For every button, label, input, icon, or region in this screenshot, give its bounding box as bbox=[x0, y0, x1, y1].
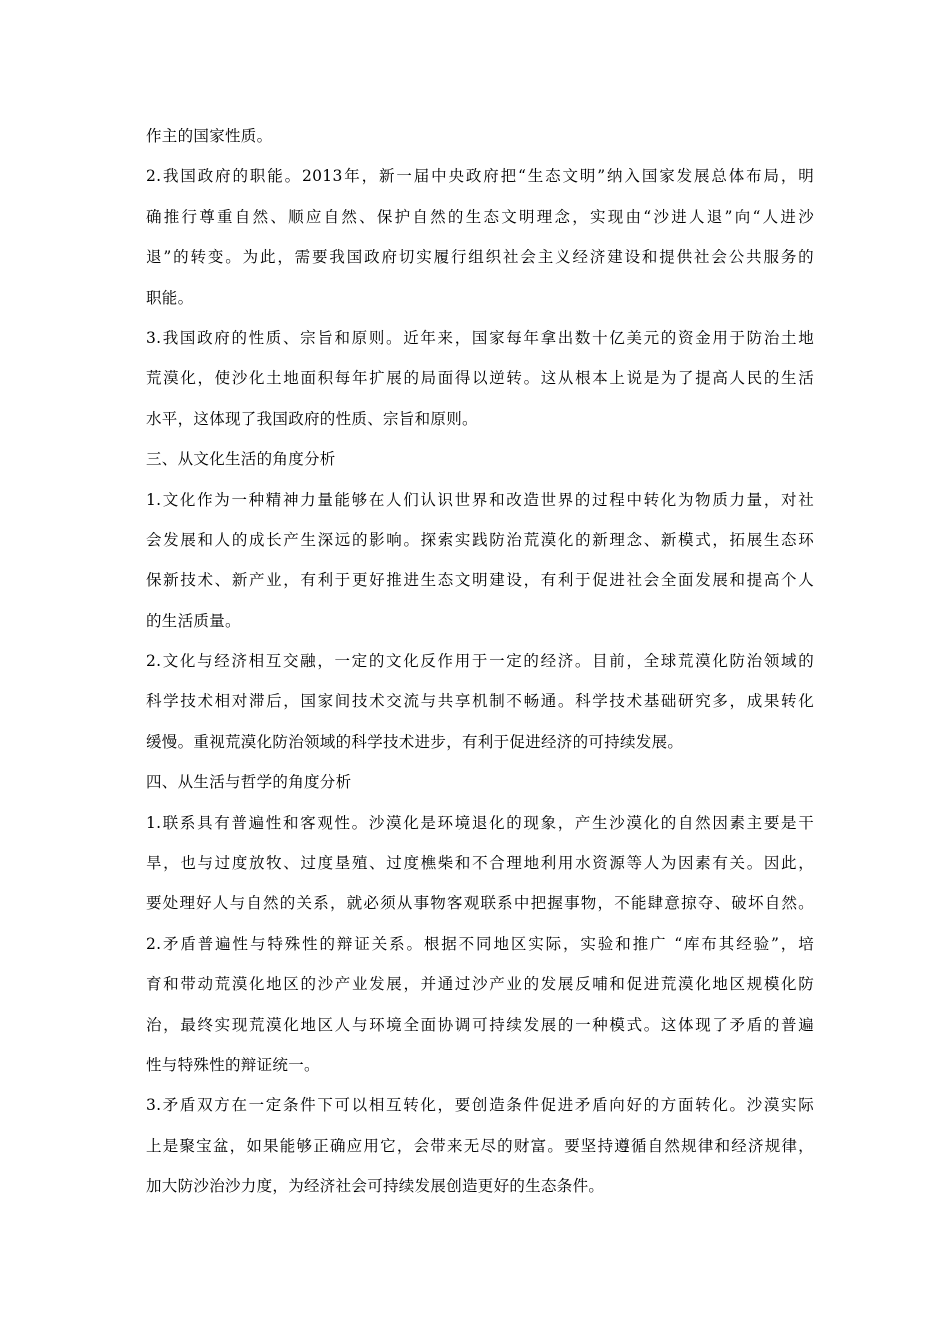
text-line: 退”的转变。为此，需要我国政府切实履行组织社会主义经济建设和提供社会公共服务的 bbox=[146, 248, 814, 267]
text-line: 3.我国政府的性质、宗旨和原则。近年来，国家每年拿出数十亿美元的资金用于防治土地 bbox=[146, 328, 814, 347]
text-line: 旱，也与过度放牧、过度垦殖、过度樵柴和不合理地利用水资源等人为因素有关。因此， bbox=[146, 854, 814, 873]
text-line: 3.矛盾双方在一定条件下可以相互转化，要创造条件促进矛盾向好的方面转化。沙漠实际 bbox=[146, 1096, 814, 1115]
text-line: 保新技术、新产业，有利于更好推进生态文明建设，有利于促进社会全面发展和提高个人 bbox=[146, 571, 814, 590]
text-line: 要处理好人与自然的关系，就必须从事物客观联系中把握事物，不能肆意掠夺、破坏自然。 bbox=[146, 894, 814, 913]
text-line: 的生活质量。 bbox=[146, 611, 241, 630]
text-line: 2.我国政府的职能。2013年，新一届中央政府把“生态文明”纳入国家发展总体布局，明 bbox=[146, 167, 814, 186]
text-line: 2.文化与经济相互交融，一定的文化反作用于一定的经济。目前，全球荒漠化防治领域的 bbox=[146, 652, 814, 671]
text-line: 职能。 bbox=[146, 288, 194, 307]
document-body bbox=[146, 116, 814, 1207]
text-line: 三、从文化生活的角度分析 bbox=[146, 450, 336, 469]
text-line: 作主的国家性质。 bbox=[146, 127, 273, 145]
text-line: 科学技术相对滞后，国家间技术交流与共享机制不畅通。科学技术基础研究多，成果转化 bbox=[146, 692, 814, 711]
text-line: 水平，这体现了我国政府的性质、宗旨和原则。 bbox=[146, 409, 478, 428]
text-line: 缓慢。重视荒漠化防治领域的科学技术进步，有利于促进经济的可持续发展。 bbox=[146, 732, 684, 751]
text-line: 2.矛盾普遍性与特殊性的辩证关系。根据不同地区实际，实验和推广 “库布其经验”，培 bbox=[146, 934, 814, 953]
text-line: 荒漠化，使沙化土地面积每年扩展的局面得以逆转。这从根本上说是为了提高人民的生活 bbox=[146, 369, 814, 388]
text-line: 1.联系具有普遍性和客观性。沙漠化是环境退化的现象，产生沙漠化的自然因素主要是干 bbox=[146, 813, 814, 832]
text-line: 四、从生活与哲学的角度分析 bbox=[146, 773, 352, 792]
text-line: 确推行尊重自然、顺应自然、保护自然的生态文明理念，实现由“沙进人退”向“人进沙 bbox=[146, 207, 814, 226]
text-line: 育和带动荒漠化地区的沙产业发展，并通过沙产业的发展反哺和促进荒漠化地区规模化防 bbox=[146, 975, 814, 994]
text-line: 上是聚宝盆，如果能够正确应用它，会带来无尽的财富。要坚持遵循自然规律和经济规律， bbox=[146, 1136, 814, 1155]
text-line: 治，最终实现荒漠化地区人与环境全面协调可持续发展的一种模式。这体现了矛盾的普遍 bbox=[146, 1015, 814, 1034]
text-line: 会发展和人的成长产生深远的影响。探索实践防治荒漠化的新理念、新模式，拓展生态环 bbox=[146, 530, 814, 549]
text-line: 1.文化作为一种精神力量能够在人们认识世界和改造世界的过程中转化为物质力量，对社 bbox=[146, 490, 814, 509]
text-line: 性与特殊性的辩证统一。 bbox=[146, 1055, 320, 1074]
text-line: 加大防沙治沙力度，为经济社会可持续发展创造更好的生态条件。 bbox=[146, 1177, 605, 1196]
